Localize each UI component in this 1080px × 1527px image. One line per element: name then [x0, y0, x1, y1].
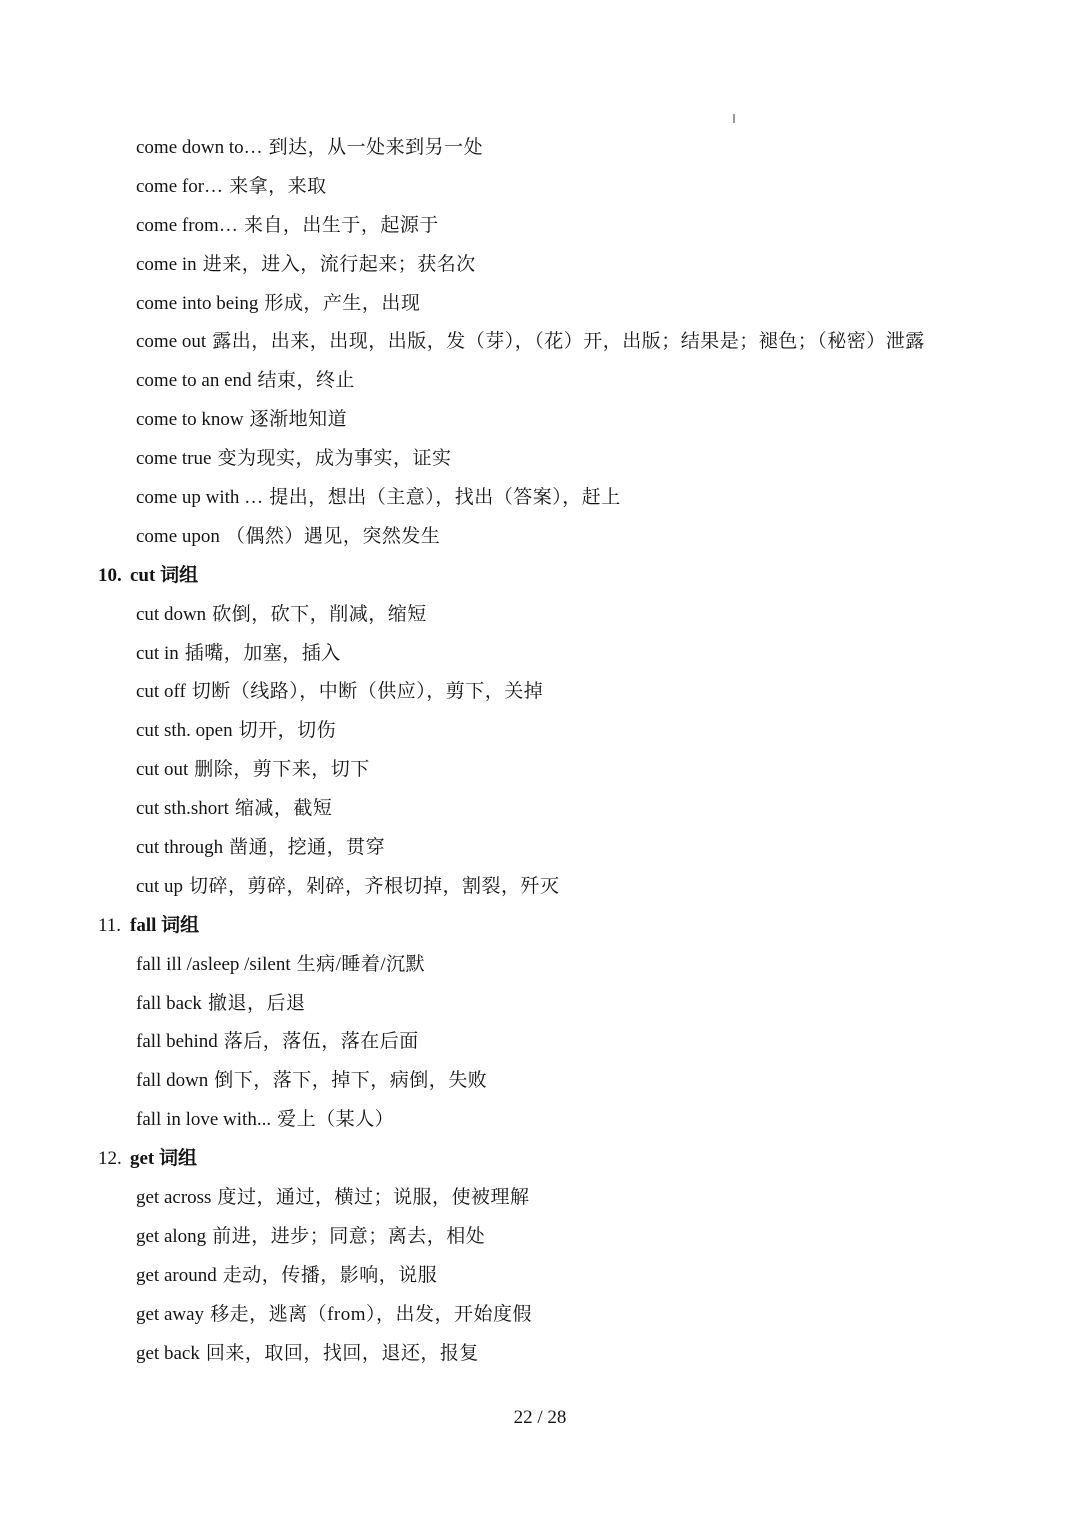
phrase-text: come upon: [136, 525, 220, 547]
meaning-text: 缩减，截短: [234, 798, 333, 820]
list-item: [0, 673, 1080, 712]
list-item: [0, 596, 1080, 635]
meaning-text: 切碎，剪碎，剁碎，齐根切掉，割裂，歼灭: [188, 875, 560, 897]
phrase-text: fall in love with...: [136, 1109, 272, 1131]
phrase-text: come up with …: [136, 487, 264, 509]
phrase-text: get back: [136, 1342, 200, 1364]
meaning-text: 来自，出生于，起源于: [243, 214, 439, 236]
list-item: [0, 518, 1080, 557]
list-item: [0, 868, 1080, 907]
list-item: [0, 440, 1080, 479]
meaning-text: 结束，终止: [257, 370, 356, 392]
list-item: [0, 790, 1080, 829]
phrase-text: cut down: [136, 603, 207, 625]
page-number: 22 / 28: [513, 1407, 567, 1428]
phrase-text: get away: [136, 1303, 205, 1325]
section-heading: [0, 557, 1080, 596]
phrase-text: come true: [136, 448, 212, 470]
list-item: [0, 1335, 1080, 1374]
section-title: cut 词组: [130, 564, 199, 586]
meaning-text: 切开，切伤: [238, 720, 337, 742]
meaning-text: 砍倒，砍下，削减，缩短: [212, 603, 427, 625]
section-number: 10.: [98, 564, 122, 586]
list-item: [0, 362, 1080, 401]
list-item: [0, 246, 1080, 285]
list-item: [0, 635, 1080, 674]
meaning-text: 露出，出来，出现，出版，发（芽），（花）开，出版；结果是；褪色；（秘密）泄露: [212, 331, 925, 353]
section-title: get 词组: [130, 1148, 198, 1170]
list-item: [0, 1179, 1080, 1218]
meaning-text: 前进，进步；同意；离去，相处: [212, 1225, 486, 1247]
phrase-text: come down to…: [136, 137, 263, 158]
section-number: 11.: [98, 914, 122, 936]
meaning-text: 提出，想出（主意），找出（答案），赶上: [269, 487, 621, 509]
section-get: [0, 1140, 1080, 1373]
section-come-continued: [0, 129, 1080, 557]
phrase-text: cut off: [136, 681, 186, 703]
phrase-text: get around: [136, 1264, 217, 1286]
phrase-text: come from…: [136, 214, 238, 236]
meaning-text: 回来，取回，找回，退还，报复: [205, 1342, 479, 1364]
meaning-text: 走动，传播，影响，说服: [222, 1264, 438, 1286]
phrase-text: come out: [136, 331, 207, 353]
phrase-text: get across: [136, 1187, 212, 1209]
meaning-text: 来拿，来取: [229, 175, 327, 197]
section-fall: [0, 907, 1080, 1140]
phrase-text: cut in: [136, 642, 179, 664]
phrase-text: fall down: [136, 1070, 209, 1092]
phrase-text: come in: [136, 253, 197, 275]
phrase-text: fall ill /asleep /silent: [136, 953, 291, 975]
list-item: [0, 1257, 1080, 1296]
phrase-text: cut sth. open: [136, 720, 233, 742]
section-title: fall 词组: [130, 914, 200, 936]
phrase-text: fall back: [136, 992, 202, 1014]
list-item: [0, 285, 1080, 324]
list-item: [0, 985, 1080, 1024]
phrase-text: cut sth.short: [136, 798, 229, 820]
section-cut: [0, 557, 1080, 907]
meaning-text: 度过，通过，横过；说服，使被理解: [217, 1187, 530, 1209]
phrase-text: fall behind: [136, 1031, 218, 1053]
meaning-text: 变为现实，成为事实，证实: [217, 448, 452, 470]
meaning-text: 生病/睡着/沉默: [296, 953, 426, 975]
section-heading: [0, 907, 1080, 946]
list-item: [0, 1101, 1080, 1140]
meaning-text: 到达，从一处来到另一处: [268, 137, 484, 158]
meaning-text: 撤退，后退: [207, 992, 306, 1014]
phrase-text: cut up: [136, 875, 183, 897]
phrase-text: come for…: [136, 175, 224, 197]
phrase-text: cut through: [136, 837, 224, 859]
meaning-text: 插嘴，加塞，插入: [184, 642, 341, 664]
list-item: [0, 207, 1080, 246]
phrase-text: come to know: [136, 409, 244, 431]
phrase-list: [0, 129, 1080, 1374]
phrase-text: come to an end: [136, 370, 252, 392]
meaning-text: （偶然）遇见，突然发生: [225, 525, 441, 547]
phrase-text: cut out: [136, 759, 189, 781]
list-item: [0, 479, 1080, 518]
meaning-text: 倒下，落下，掉下，病倒，失败: [214, 1070, 488, 1092]
list-item: [0, 1218, 1080, 1257]
meaning-text: 切断（线路），中断（供应），剪下，关掉: [191, 681, 544, 703]
phrase-text: get along: [136, 1225, 207, 1247]
list-item: [0, 129, 1080, 168]
list-item: [0, 323, 1080, 362]
meaning-text: 删除，剪下来，切下: [194, 759, 370, 781]
list-item: [0, 946, 1080, 985]
meaning-text: 爱上（某人）: [277, 1109, 395, 1131]
scan-mark: [733, 114, 735, 123]
meaning-text: 进来，进入，流行起来；获名次: [202, 253, 476, 275]
meaning-text: 凿通，挖通，贯穿: [229, 837, 386, 859]
section-heading: [0, 1140, 1080, 1179]
meaning-text: 逐渐地知道: [249, 409, 348, 431]
list-item: [0, 712, 1080, 751]
meaning-text: 移走，逃离（from），出发，开始度假: [210, 1303, 532, 1325]
list-item: [0, 829, 1080, 868]
list-item: [0, 168, 1080, 207]
list-item: [0, 1062, 1080, 1101]
section-number: 12.: [98, 1148, 122, 1170]
list-item: [0, 401, 1080, 440]
list-item: [0, 751, 1080, 790]
meaning-text: 形成，产生，出现: [264, 292, 421, 314]
list-item: [0, 1296, 1080, 1335]
meaning-text: 落后，落伍，落在后面: [223, 1031, 419, 1053]
phrase-text: come into being: [136, 292, 259, 314]
list-item: [0, 1023, 1080, 1062]
